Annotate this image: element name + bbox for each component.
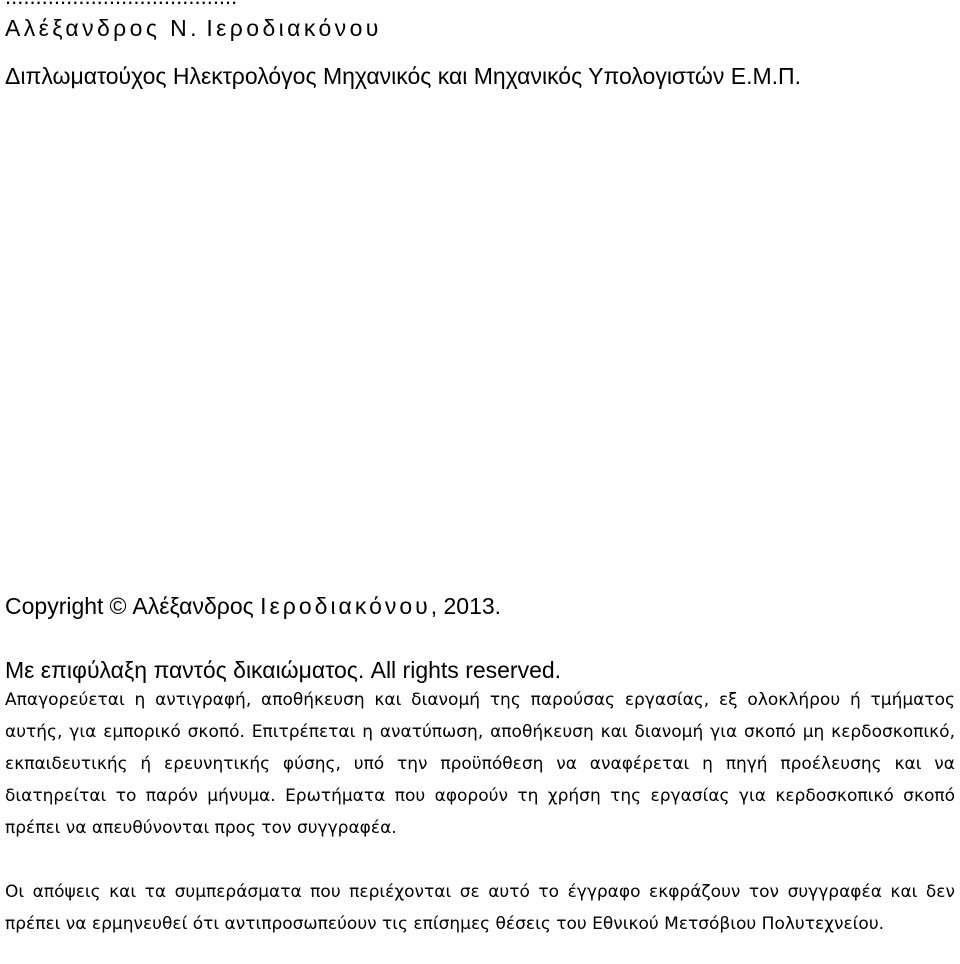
copyright-line [5, 592, 501, 620]
usage-terms-paragraph: Απαγορεύεται η αντιγραφή, αποθήκευση και διανομή της παρούσας εργασίας, εξ ολοκλήρου ή τμήματος αυτής, για εμπορικό σκοπό. Επιτρέπεται η ανατύπωση, αποθήκευση και διανομή για σκοπό μη κερδοσκοπικό, εκπαιδευτικής ή ερευνητικής φύσης, υπό την προϋπόθεση να αναφέρεται η πηγή προέλευσης και να διατηρείται το παρόν μήνυμα. Ερωτήματα που αφορούν τη χρήση της εργασίας για κερδοσκοπικό σκοπό πρέπει να απευθύνονται προς τον συγγραφέα. [5, 690, 955, 838]
copyright-icon: © [109, 593, 127, 619]
copyright-prefix: Copyright [5, 593, 104, 619]
copyright-year: , 2013. [430, 593, 502, 619]
author-degree: Διπλωματούχος Ηλεκτρολόγος Μηχανικός και Μηχανικός Υπολογιστών Ε.Μ.Π. [5, 63, 802, 89]
disclaimer-paragraph: Οι απόψεις και τα συμπεράσματα που περιέχονται σε αυτό το έγγραφο εκφράζουν τον συγγραφέα και δεν πρέπει να ερμηνευθεί ότι αντιπροσωπεύουν τις επίσημες θέσεις του Εθνικού Μετσόβιου Πολυτεχνείου. [5, 882, 955, 934]
rights-reserved: Με επιφύλαξη παντός δικαιώματος. All rights reserved. [5, 657, 562, 683]
author-first-name: Αλέξανδρος Ν. [5, 15, 200, 41]
copyright-name: Αλέξανδρος [132, 593, 254, 619]
signature-dots [5, 0, 237, 8]
author-name [5, 14, 382, 42]
copyright-surname: Ιεροδιακόνου [260, 593, 431, 619]
author-surname: Ιεροδιακόνου [206, 15, 382, 41]
